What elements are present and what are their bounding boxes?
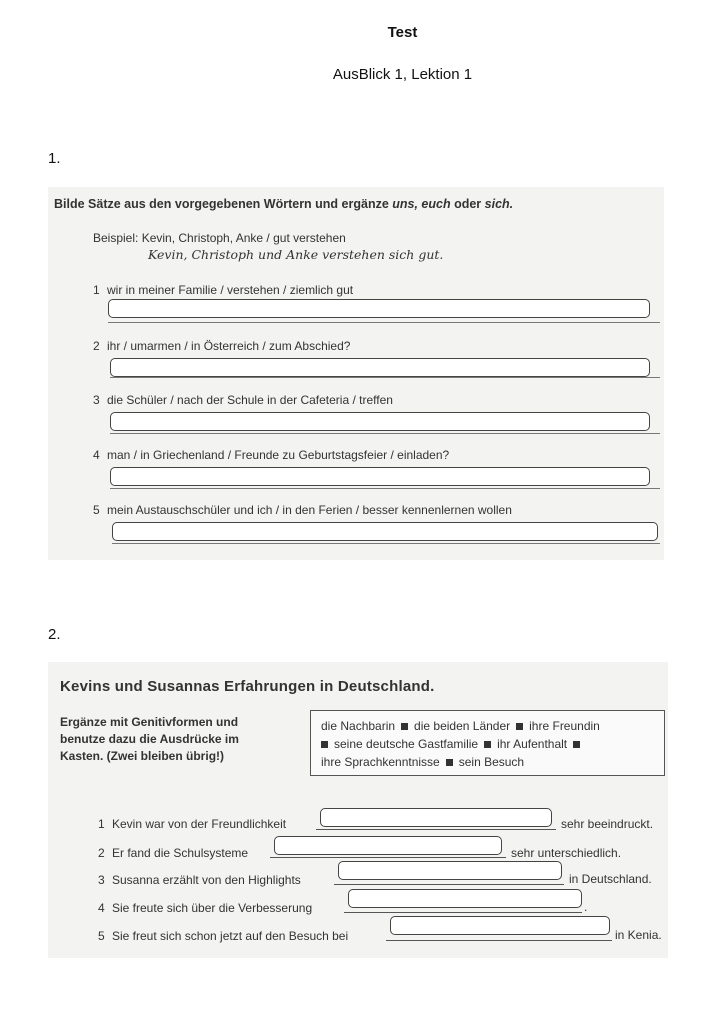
sentence-end: sehr unterschiedlich. <box>511 846 622 860</box>
answer-line <box>386 940 612 941</box>
sentence-start: 5 Sie freut sich schon jetzt auf den Besuch bei <box>98 929 349 943</box>
sentence-end: . <box>584 900 588 914</box>
answer-line <box>112 543 660 544</box>
exercise-instruction: Bilde Sätze aus den vorgegebenen Wörtern und ergänze uns, euch oder sich. <box>54 197 514 211</box>
sentence-start: 4 Sie freute sich über die Verbesserung <box>98 901 313 915</box>
exercise-item-prompt: 1 wir in meiner Familie / verstehen / ziemlich gut <box>93 283 354 297</box>
square-bullet-icon <box>446 759 453 766</box>
exercise-item-prompt: 4 man / in Griechenland / Freunde zu Geburtstagsfeier / einladen? <box>93 448 450 462</box>
word-bank-item: ihr Aufenthalt <box>497 737 568 751</box>
answer-line <box>110 377 660 378</box>
sentence-end: in Kenia. <box>615 928 662 942</box>
answer-input[interactable] <box>110 412 650 431</box>
sentence-start: 2 Er fand die Schulsysteme <box>98 846 249 860</box>
square-bullet-icon <box>321 741 328 748</box>
answer-input[interactable] <box>110 358 650 377</box>
sentence-start: 1 Kevin war von der Freundlichkeit <box>98 817 287 831</box>
exercise-item-prompt: 2 ihr / umarmen / in Österreich / zum Abschied? <box>93 339 351 353</box>
answer-input[interactable] <box>320 808 552 827</box>
page-title: Test <box>387 24 418 41</box>
square-bullet-icon <box>516 723 523 730</box>
word-bank-item: die beiden Länder <box>414 719 511 733</box>
word-bank <box>310 710 665 776</box>
example-prompt: Beispiel: Kevin, Christoph, Anke / gut verstehen <box>93 231 346 245</box>
answer-input[interactable] <box>108 299 650 318</box>
word-bank-item: seine deutsche Gastfamilie <box>334 737 479 751</box>
answer-line <box>270 857 506 858</box>
sentence-end: in Deutschland. <box>569 872 652 886</box>
exercise-item-prompt: 5 mein Austauschschüler und ich / in den Ferien / besser kennenlernen wollen <box>93 503 512 517</box>
answer-line <box>316 829 556 830</box>
answer-line <box>344 912 582 913</box>
answer-input[interactable] <box>110 467 650 486</box>
answer-input[interactable] <box>338 861 562 880</box>
exercise-1-panel <box>48 187 664 560</box>
answer-input[interactable] <box>348 889 582 908</box>
exercise-title: Kevins und Susannas Erfahrungen in Deutschland. <box>60 678 435 695</box>
exercise-2-panel <box>48 662 668 958</box>
answer-input[interactable] <box>112 522 658 541</box>
section-number: 2. <box>48 626 61 643</box>
word-bank-item: ihre Sprachkenntnisse <box>321 755 440 769</box>
sentence-end: sehr beeindruckt. <box>561 817 654 831</box>
answer-line <box>110 488 660 489</box>
square-bullet-icon <box>573 741 580 748</box>
example-answer: Kevin, Christoph und Anke verstehen sich gut. <box>148 247 444 262</box>
exercise-instruction: Ergänze mit Genitivformen und benutze dazu die Ausdrücke im Kasten. (Zwei bleiben übrig!) <box>60 715 239 763</box>
answer-input[interactable] <box>274 836 502 855</box>
answer-line <box>108 322 660 323</box>
answer-line <box>110 433 660 434</box>
word-bank-item: sein Besuch <box>458 755 525 769</box>
word-bank-item: die Nachbarin <box>321 719 396 733</box>
exercise-item-prompt: 3 die Schüler / nach der Schule in der Cafeteria / treffen <box>93 393 393 407</box>
page-subtitle: AusBlick 1, Lektion 1 <box>332 66 473 83</box>
answer-input[interactable] <box>390 916 610 935</box>
answer-line <box>334 884 564 885</box>
section-number: 1. <box>48 150 61 167</box>
square-bullet-icon <box>401 723 408 730</box>
square-bullet-icon <box>484 741 491 748</box>
sentence-start: 3 Susanna erzählt von den Highlights <box>98 873 301 887</box>
word-bank-item: ihre Freundin <box>529 719 600 733</box>
